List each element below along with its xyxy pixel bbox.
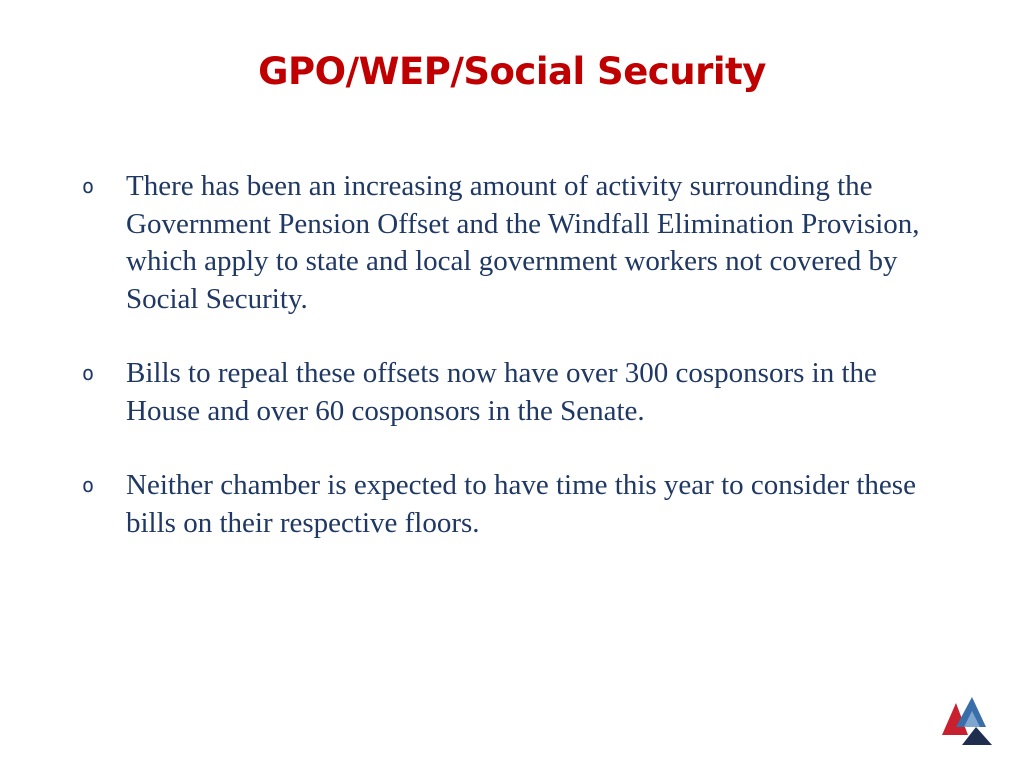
bullet-item — [82, 355, 942, 430]
slide-title: GPO/WEP/Social Security — [258, 50, 766, 93]
bullet-text: There has been an increasing amount of activity surrounding the Government Pension Offset and the Windfall Elimination Provision, which apply to state and local government workers not covered by Social Security. — [126, 170, 920, 315]
bullet-marker: o — [82, 361, 95, 385]
bullet-list — [82, 168, 942, 579]
bullet-item — [82, 168, 942, 318]
logo-navy-triangle — [962, 727, 992, 745]
bullet-marker: o — [82, 174, 95, 198]
bullet-text: Neither chamber is expected to have time this year to consider these bills on their respective floors. — [126, 469, 916, 539]
bullet-item — [82, 467, 942, 542]
bullet-marker: o — [82, 473, 95, 497]
bullet-text: Bills to repeal these offsets now have over 300 cosponsors in the House and over 60 cosponsors in the Senate. — [126, 357, 877, 427]
triangle-logo-icon — [942, 697, 996, 747]
